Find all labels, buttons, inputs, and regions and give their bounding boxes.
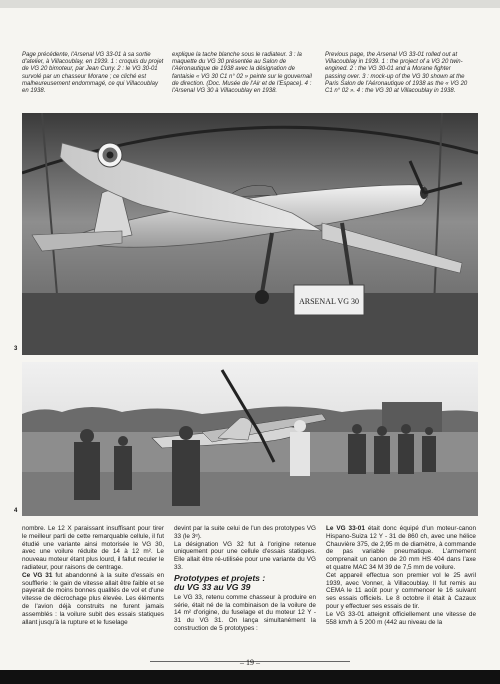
paragraph-vg33-third: devint par la suite celui de l'un des prototypes VG 33 (le 3ᵉ). <box>174 525 316 540</box>
mockup-photo-illustration <box>22 113 478 355</box>
paragraph-vg30: nombre. Le 12 X paraissant insuffisant pour tirer le meilleur parti de cette remarquable cellule, il fut étudié une variante ainsi motorisée le VG 30, avec une voilure réduite de 14 à 12 m². Le nouveau moteur étant plus lourd, il fallut reculer le radiateur, pour raisons de centrage. <box>22 525 164 571</box>
scan-top-edge <box>0 0 500 8</box>
paragraph-vg33-01-armament: était donc équipé d'un moteur-canon Hispano-Suiza 12 Y - 31 de 860 ch, avec une hélice Chauvière 375, de 2,95 m de diamètre, à commande de pas variable pneumatique. L'armement comprenait un canon de 20 mm HS 404 dans l'axe et quatre MAC 34 M 39 de 7,5 mm de voilure. <box>326 525 477 571</box>
photo-vg30-villacoublay <box>22 362 478 516</box>
figure-number-4: 4 <box>14 508 18 514</box>
paragraph-vg31: fut abandonné à la suite d'essais en soufflerie : le gain de vitesse allait être faible et se payerait de moins bonnes qualités de vol et d'une vitesse de décrochage plus élevée. Les éléments de l'avion déjà construits ne furent jamais assemblés : la voilure subit des essais statiques allant jusqu'à la rupture et le fuselage <box>22 571 164 626</box>
body-column-1 <box>22 525 164 626</box>
paragraph-top-speed: Le VG 33-01 atteignit officiellement une vitesse de 558 km/h à 5 200 m (442 au niveau de la <box>326 610 476 626</box>
caption-english-right: Previous page, the Arsenal VG 33-01 rolled out at Villacoublay in 1939. 1 : the project of a VG 20 twin-engined. 2 : the VG 30-01 and a Morane fighter passing over. 3 : mock-up of the VG 30 shown at the Paris Salon de l'Aéronautique of 1938 as the « VG 20 C1 n° 02 ». 4 : the VG 30 at Villacoublay in 1938. <box>325 52 468 95</box>
section-heading-line1: Prototypes et projets : <box>174 572 266 583</box>
vg31-lead: Ce VG 31 <box>22 571 53 579</box>
scan-bottom-edge <box>0 670 500 684</box>
figure-number-3: 3 <box>14 346 18 352</box>
paragraph-first-flight: Cet appareil effectua son premier vol le 25 avril 1939, avec Vonner, à Villacoublay. Il fut remis au CEMA le 11 août pour y commencer le 16 suivant ses essais officiels. Le 8 octobre il était à Cazaux pour y effectuer ses essais de tir. <box>326 571 476 610</box>
airfield-photo-illustration <box>22 362 478 516</box>
caption-french-middle: explique la tache blanche sous le radiateur. 3 : la maquette du VG 30 présentée au Salon de l'Aéronautique de 1938 avec la désignation de fantaisie « VG 30 C1 n° 02 » peinte sur le gouvernail de direction. (Doc. Musée de l'Air et de l'Espace). 4 : l'Arsenal VG 30 à Villacoublay en 1938. <box>172 52 312 95</box>
photo-vg30-mockup <box>22 113 478 355</box>
body-column-2 <box>174 525 316 633</box>
paragraph-vg33: Le VG 33, retenu comme chasseur à produire en série, était né de la combinaison de la voilure de 14 m² d'origine, du fuselage et du moteur 12 Y - 31 du VG 31. On lança simultanément la construction de 5 prototypes : <box>174 593 316 632</box>
caption-french-left: Page précédente, l'Arsenal VG 33-01 à sa sortie d'atelier, à Villacoublay, en 1939. 1 : croquis du projet de VG 20 bimoteur, par Jean Cuny. 2 : le VG 30-01 survolé par un chasseur Morane ; ce cliché est malheureusement endommagé, ce qui Villacoublay en 1938. <box>22 52 164 95</box>
section-heading <box>174 574 316 592</box>
section-heading-line2: du VG 33 au VG 39 <box>174 581 251 592</box>
page-number: – 19 – <box>240 658 260 667</box>
salon-display-sign: ARSENAL VG 30 <box>298 297 360 306</box>
vg33-01-lead: Le VG 33-01 <box>326 525 365 532</box>
paragraph-vg32: La désignation VG 32 fut à l'origine retenue uniquement pour une cellule d'essais statiques. Elle allait être ré-utilisée pour une variante du VG 33. <box>174 540 316 571</box>
body-column-3 <box>326 525 476 626</box>
